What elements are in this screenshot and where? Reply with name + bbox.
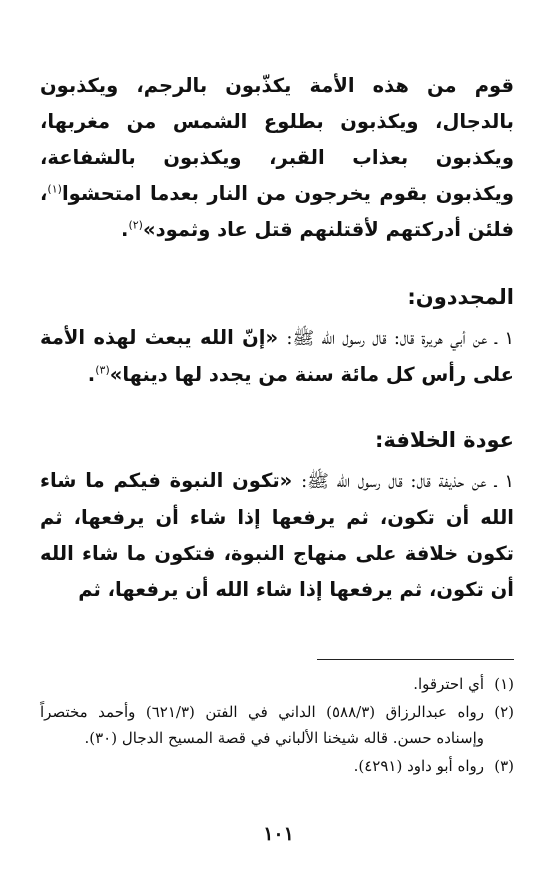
paragraph-intro-end: . (121, 218, 129, 241)
hadith-caliphate-text: «تكون النبوة فيكم ما شاء الله أن تكون، ثم يرفعها إذا شاء أن يرفعها، ثم تكون خلافة على منهاج النبوة، فتكون ما شاء الله أن تكون، ثم يرفعها إذا شاء الله أن يرفعها، ثم (40, 469, 514, 601)
paragraph-intro-continued: ، فلئن أدركتهم لأقتلنهم قتل عاد وثمود» (40, 182, 514, 241)
hadith-mujaddid-text: «إنّ الله يبعث لهذه الأمة على رأس كل مائة سنة من يجدد لها دينها» (40, 326, 514, 386)
page-number: ١٠١ (263, 823, 294, 845)
footnote-separator (317, 659, 514, 660)
footnote-ref-2: (٢) (128, 218, 143, 232)
heading-mujaddidun: المجددون: (407, 285, 514, 309)
footnote-text: أي احترقوا. (413, 675, 484, 693)
footnote-number: (١) (494, 675, 514, 693)
footnote-ref-1: (١) (47, 182, 62, 196)
hadith-caliphate-narrator: ١ ـ عن حذيفة قال: قال رسول الله ﷺ: (301, 471, 514, 492)
heading-caliphate: عودة الخلافة: (374, 428, 514, 452)
footnote (40, 699, 514, 751)
hadith-mujaddid-narrator: ١ ـ عن أبي هريرة قال: قال رسول الله ﷺ: (286, 328, 514, 349)
footnote-number: (٣) (494, 757, 514, 775)
paragraph-intro (40, 68, 514, 248)
paragraph-intro-text: قوم من هذه الأمة يكذّبون بالرجم، ويكذبون بالدجال، ويكذبون بطلوع الشمس من مغربها، ويكذبون بعذاب القبر، ويكذبون بالشفاعة، ويكذبون بقوم يخرجون من النار بعدما امتحشوا (40, 74, 514, 205)
footnote-ref-3: (٣) (95, 363, 110, 377)
footnotes (40, 671, 514, 781)
hadith-mujaddid (40, 320, 514, 393)
footnote (40, 671, 514, 697)
footnote (40, 753, 514, 779)
hadith-caliphate (40, 463, 514, 608)
footnote-text: رواه أبو داود (٤٢٩١). (353, 757, 484, 775)
footnote-text: رواه عبدالرزاق (٥٨٨/٣) الداني في الفتن (٦٢١/٣) وأحمد مختصراً وإسناده حسن. قاله شيخنا الألباني في قصة المسيح الدجال (٣٠). (40, 703, 484, 747)
hadith-mujaddid-end: . (87, 363, 96, 386)
footnote-number: (٢) (494, 703, 514, 721)
main-text (40, 68, 514, 608)
